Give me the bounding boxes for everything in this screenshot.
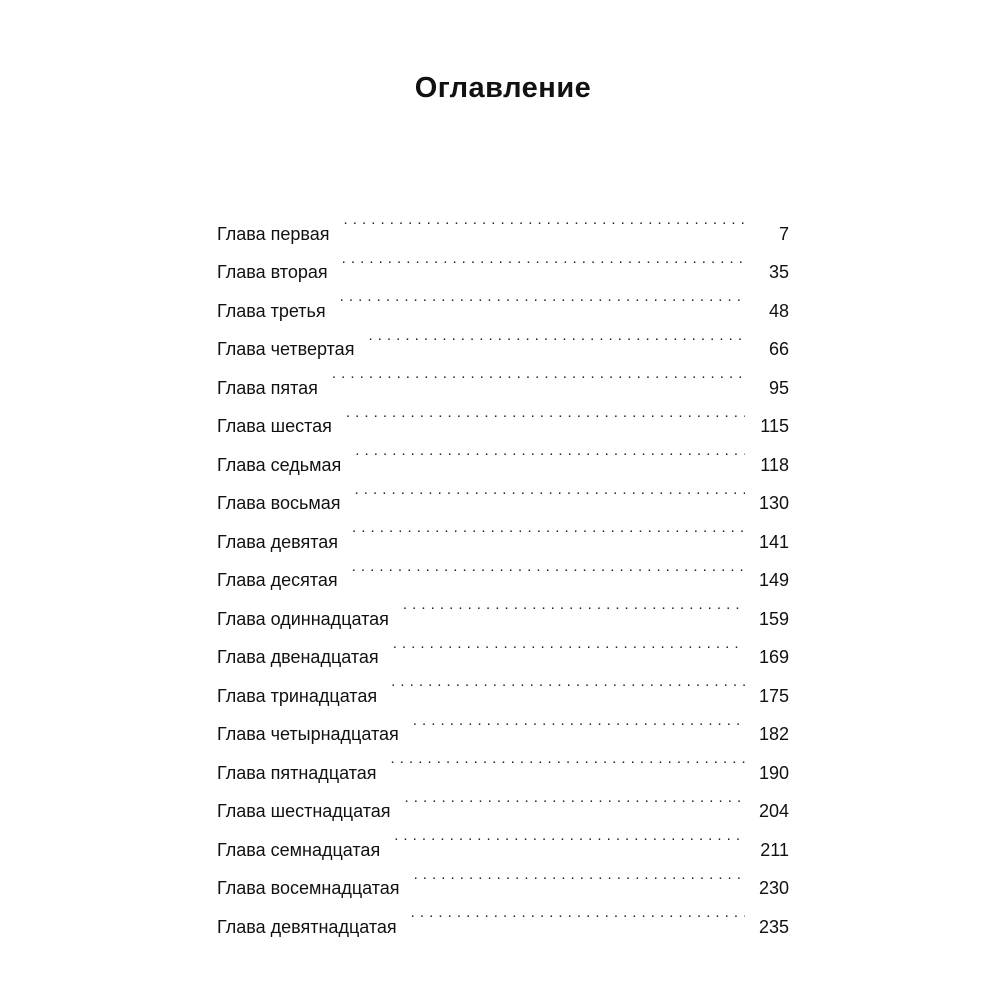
dot-leader: [411, 894, 745, 933]
toc-entry-label: Глава восемнадцатая: [217, 878, 400, 898]
dot-leader: [352, 509, 745, 548]
toc-entry-label: Глава пятая: [217, 377, 318, 398]
dot-leader: [368, 317, 745, 356]
page-title: Оглавление: [414, 72, 592, 104]
dot-leader: [391, 740, 745, 779]
toc-entry-label: Глава вторая: [217, 262, 328, 282]
toc-entry-page-number: 118: [760, 454, 789, 475]
dot-leader: [403, 586, 745, 625]
toc-entry-label: Глава четвертая: [217, 339, 355, 359]
toc-entry-label: Глава десятая: [217, 570, 338, 590]
dot-leader: [414, 856, 745, 895]
dot-leader: [342, 240, 745, 279]
toc-entry-page-number: 211: [760, 839, 789, 860]
toc-entry-page-number: 230: [758, 878, 789, 898]
dot-leader: [332, 355, 745, 394]
dot-leader: [393, 625, 745, 664]
toc-entry-page-number: 7: [778, 223, 789, 244]
table-of-contents: [217, 201, 789, 937]
toc-entry-label: Глава шестая: [217, 416, 332, 436]
dot-leader: [394, 817, 745, 856]
toc-entry-label: Глава седьмая: [217, 454, 342, 475]
toc-entry-page-number: 175: [758, 685, 789, 706]
dot-leader: [391, 663, 745, 702]
toc-entry-page-number: 141: [758, 531, 789, 552]
toc-entry-label: Глава четырнадцатая: [217, 724, 399, 744]
dot-leader: [355, 432, 745, 471]
toc-entry-page-number: 182: [758, 724, 789, 744]
toc-entry-page-number: 204: [758, 801, 789, 821]
toc-entry-label: Глава пятнадцатая: [217, 762, 377, 783]
toc-entry-page-number: 159: [758, 608, 789, 629]
toc-entry-label: Глава девятнадцатая: [217, 916, 397, 937]
toc-entry-label: Глава третья: [217, 300, 326, 321]
toc-entry-page-number: 35: [768, 262, 789, 282]
toc-entry-label: Глава двенадцатая: [217, 647, 379, 667]
dot-leader: [352, 548, 745, 587]
toc-entry-page-number: 66: [768, 339, 789, 359]
toc-entry-label: Глава первая: [217, 223, 330, 244]
toc-entry-page-number: 115: [760, 416, 789, 436]
toc-entry-page-number: 130: [758, 493, 789, 513]
dot-leader: [344, 201, 745, 240]
toc-entry-page-number: 149: [758, 570, 789, 590]
toc-entry-label: Глава семнадцатая: [217, 839, 381, 860]
toc-entry-page-number: 235: [758, 916, 789, 937]
toc-entry-label: Глава шестнадцатая: [217, 801, 391, 821]
dot-leader: [340, 278, 745, 317]
dot-leader: [346, 394, 745, 433]
toc-entry-label: Глава тринадцатая: [217, 685, 378, 706]
toc-entry-label: Глава одиннадцатая: [217, 608, 389, 629]
dot-leader: [405, 779, 746, 818]
toc-entry[interactable]: [217, 201, 789, 244]
toc-entry-label: Глава восьмая: [217, 493, 341, 513]
dot-leader: [355, 471, 745, 510]
dot-leader: [413, 702, 745, 741]
toc-entry-page-number: 95: [768, 377, 789, 398]
toc-entry-label: Глава девятая: [217, 531, 339, 552]
toc-entry-page-number: 48: [768, 300, 789, 321]
toc-entry-page-number: 169: [758, 647, 789, 667]
toc-entry-page-number: 190: [758, 762, 789, 783]
